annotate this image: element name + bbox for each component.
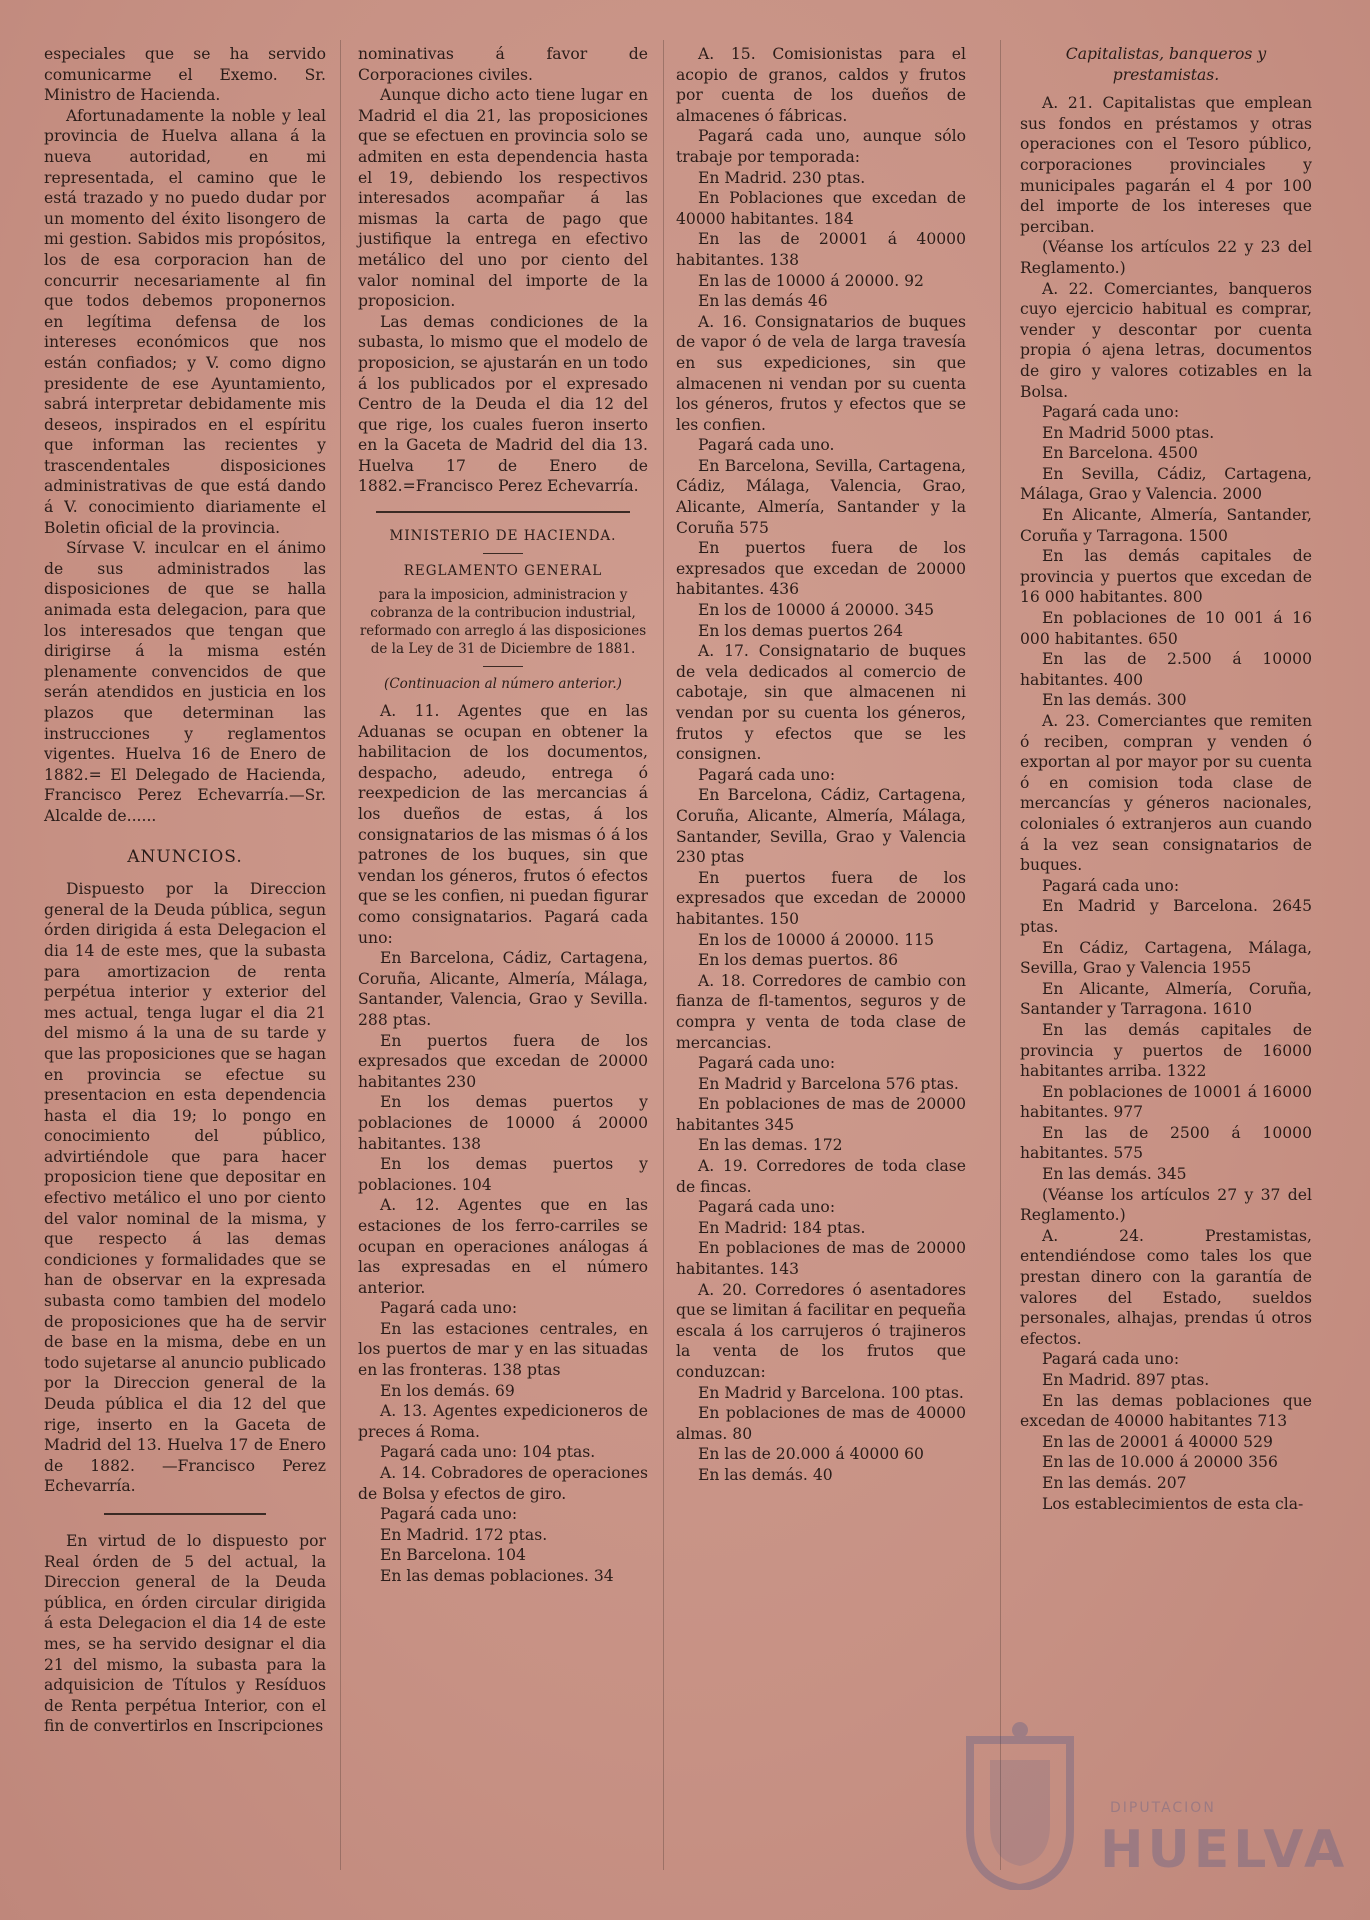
tariff-line: Pagará cada uno. [698,436,835,455]
article-paragraph: A. 15. Comisionistas para el acopio de granos, caldos y frutos por cuenta de los dueños de almacenes ó fábricas. [676,45,966,125]
ministry-heading: MINISTERIO DE HACIENDA. [389,528,617,545]
tariff-line: Pagará cada uno, aunque sólo trabaje por temporada: [676,127,966,166]
column-divider [663,40,664,1870]
tariff-line: Pagará cada uno: [698,1198,836,1217]
tariff-line: En las demás capitales de provincia y puertos de 16000 habitantes arriba. 1322 [1020,1020,1312,1081]
tariff-line: Pagará cada uno: [1042,403,1180,422]
paragraph: Sírvase V. inculcar en el ánimo de sus administrados las disposiciones de que se halla animada esta delegacion, para que los interesados que tengan que dirigirse á la misma estén plenamente convencidos de que serán atendidos en justicia en los plazos que determinan las instrucciones y reglamentos vigentes. Huelva 16 de Enero de 1882.= El Delegado de Hacienda, Francisco Perez Echevarría.—Sr. Alcalde de...... [44,539,326,825]
tariff-line: En Barcelona. 104 [380,1546,526,1565]
tariff-line: Pagará cada uno: [698,765,836,784]
shield-icon [960,1720,1080,1890]
section-heading-anuncios: ANUNCIOS. [127,846,243,867]
article-paragraph: A. 12. Agentes que en las estaciones de los ferro-carriles se ocupan en operaciones análogas á las expresadas en el número anterior. [358,1196,648,1297]
tariff-line: En Madrid y Barcelona. 2645 ptas. [1020,897,1312,936]
tariff-line: En Alicante, Almería, Coruña, Santander y Tarragona. 1610 [1020,979,1312,1019]
reglamento-title: REGLAMENTO GENERAL [403,563,603,580]
paragraph: Afortunadamente la noble y leal provincia de Huelva allana á la nueva autoridad, en mi representada, el camino que le está trazado y no puedo dudar por un momento del éxito lisongero de mi gestion. Sabidos mis propósitos, los de esa corporacion han de concurrir necesariamente al fin que todos debemos proponernos en legítima defensa de los intereses económicos que nos están confiados; y V. como digno presidente de ese Ayuntamiento, sabrá interpretar debidamente mis deseos, inspirados en el espíritu que informan las recientes y trascendentales disposiciones administrativas de que está dando á V. conocimiento diariamente el Boletin oficial de la provincia. [44,106,326,537]
tariff-line: En las de 2500 á 10000 habitantes. 575 [1020,1123,1312,1163]
tariff-line: En Cádiz, Cartagena, Málaga, Sevilla, Grao y Valencia 1955 [1020,938,1312,978]
paragraph: nominativas á favor de Corporaciones civiles. [358,45,648,84]
column-2 [358,44,648,1587]
tariff-line: En poblaciones de mas de 20000 habitantes. 143 [676,1239,966,1279]
tariff-line: En puertos fuera de los expresados que excedan de 20000 habitantes 230 [358,1031,648,1091]
tariff-line: En Madrid 5000 ptas. [1042,423,1215,442]
tariff-line: En los demas puertos. 86 [698,951,899,970]
tariff-line: Pagará cada uno: [698,1054,836,1073]
article-paragraph: A. 17. Consignatario de buques de vela dedicados al comercio de cabotaje, sin que almacenen ni vendan por su cuenta los géneros, frutos y efectos que se les consignen. [676,642,966,764]
separator-rule [104,1513,266,1515]
tariff-line: En Madrid y Barcelona 576 ptas. [698,1074,959,1093]
tariff-line: En las demás capitales de provincia y puertos que excedan de 16 000 habitantes. 800 [1020,547,1312,607]
tariff-line: En los de 10000 á 20000. 115 [698,930,934,949]
tariff-line: Pagará cada uno: [1042,1350,1180,1369]
tariff-line: En las de 10.000 á 20000 356 [1042,1453,1278,1472]
tariff-line: En Alicante, Almería, Santander, Coruña y Tarragona. 1500 [1020,506,1312,545]
tariff-line: En las demás. 345 [1042,1165,1187,1184]
tariff-line: En las de 10000 á 20000. 92 [698,271,924,290]
tariff-line: En las de 2.500 á 10000 habitantes. 400 [1020,650,1312,689]
announcement-paragraph: Dispuesto por la Direccion general de la Deuda pública, segun órden dirigida á esta Delegacion el dia 14 de este mes, que la subasta para amortizacion de renta perpétua interior y exterior del mes actual, tenga lugar el dia 21 del mismo á la una de su tarde y que las proposiciones que se hagan en provincia se efectue su presentacion en esta dependencia hasta el dia 19; lo pongo en conocimiento del público, advirtiéndole que para hacer proposicion tiene que depositar en efectivo metálico el uno por ciento del valor nominal de la misma, y que respecto á las demas condiciones y formalidades que se han de observar en la expresada subasta como tambien del modelo de proposiciones que ha de servir de base en la misma, debe en un todo sujetarse al anuncio publicado por la Direccion general de la Deuda pública el dia 12 del que rige, inserto en la Gaceta de Madrid del 13. Huelva 17 de Enero de 1882. —Francisco Perez Echevarría. [44,880,326,1496]
section-heading-capitalistas: Capitalistas, banqueros y prestamistas. [1065,45,1267,84]
tariff-line: En Madrid y Barcelona. 100 ptas. [698,1383,964,1402]
column-1 [44,44,326,1737]
tariff-line: En poblaciones de mas de 20000 habitantes 345 [676,1095,966,1134]
tariff-line: En las de 20.000 á 40000 60 [698,1445,924,1464]
tariff-line: En los de 10000 á 20000. 345 [698,601,934,620]
article-paragraph: A. 14. Cobradores de operaciones de Bolsa y efectos de giro. [358,1464,648,1503]
separator-dash [483,553,523,554]
tariff-line: En Barcelona, Cádiz, Cartagena, Coruña, Alicante, Almería, Málaga, Santander, Valencia, Grao y Sevilla. 288 ptas. [358,949,648,1029]
continuation-note: (Continuacion al número anterior.) [384,676,622,693]
announcement-paragraph: En virtud de lo dispuesto por Real órden de 5 del actual, la Direccion general de la Deuda pública, en órden circular dirigida á esta Delegacion el dia 14 de este mes, se ha servido designar el dia 21 del mismo, la subasta para la adquisicion de Títulos y Resíduos de Renta perpétua Interior, con el fin de convertirlos en Inscripciones [44,1531,326,1736]
tariff-line: En las demas. 172 [698,1136,843,1155]
tariff-line: Pagará cada uno: [1042,876,1180,895]
separator-dash [483,666,523,667]
article-paragraph: A. 13. Agentes expedicioneros de preces á Roma. [358,1402,648,1441]
paragraph: especiales que se ha servido comunicarme el Exemo. Sr. Ministro de Hacienda. [44,45,326,105]
tariff-line: En Madrid. 897 ptas. [1042,1371,1210,1389]
tariff-line: En puertos fuera de los expresados que excedan de 20000 habitantes. 436 [676,539,966,599]
article-paragraph: A. 16. Consignatarios de buques de vapor ó de vela de larga travesía en sus expediciones, sin que almacenen ni vendan por su cuenta los géneros, frutos y efectos que se les confien. [676,312,966,434]
article-paragraph: A. 19. Corredores de toda clase de fincas. [676,1157,966,1196]
tariff-line: En las demas poblaciones. 34 [380,1567,614,1585]
tariff-line: En las estaciones centrales, en los puertos de mar y en las situadas en las fronteras. 138 ptas [358,1319,648,1380]
tariff-line: En los demas puertos y poblaciones de 10000 á 20000 habitantes. 138 [358,1093,648,1153]
reglamento-subtitle: para la imposicion, administracion y cobranza de la contribucion industrial, reformado con arreglo á las disposiciones de la Ley de 31 de Diciembre de 1881. [359,587,647,658]
column-divider [340,40,341,1870]
tariff-line: En poblaciones de 10 001 á 16 000 habitantes. 650 [1020,609,1312,648]
watermark-small-text: DIPUTACION [1110,1800,1216,1816]
tariff-line: En los demas puertos 264 [698,621,904,640]
tariff-line: En puertos fuera de los expresados que excedan de 20000 habitantes. 150 [676,868,966,928]
tariff-line: En las de 20001 á 40000 habitantes. 138 [676,230,966,269]
article-paragraph: A. 24. Prestamistas, entendiéndose como tales los que prestan dinero con la garantía de valores del Estado, sueldos personales, alhajas, prendas ú otros efectos. [1020,1226,1312,1348]
column-4 [1020,44,1312,1514]
tariff-line: En los demás. 69 [380,1381,515,1400]
article-paragraph: A. 21. Capitalistas que emplean sus fondos en préstamos y otras operaciones con el Tesoro público, corporaciones provinciales y municipales pagarán el 4 por 100 del importe de los intereses que perciban. [1020,94,1312,236]
tariff-line: En Madrid: 184 ptas. [698,1218,866,1237]
tariff-line: En Barcelona, Cádiz, Cartagena, Coruña, Alicante, Almería, Málaga, Santander, Sevilla, Grao y Valencia 230 ptas [676,786,966,867]
tariff-line: En Poblaciones que excedan de 40000 habitantes. 184 [676,189,966,228]
paragraph: Las demas condiciones de la subasta, lo mismo que el modelo de proposicion, se ajustarán en un todo á los publicados por el expresado Centro de la Deuda el dia 12 del que rige, los cuales fueron inserto en la Gaceta de Madrid del dia 13. Huelva 17 de Enero de 1882.=Francisco Perez Echevarría. [358,312,648,496]
tariff-line: En las de 20001 á 40000 529 [1042,1432,1273,1451]
tariff-line: Pagará cada uno: [380,1299,518,1318]
tariff-line: En las demás 46 [698,292,828,311]
tariff-line: En poblaciones de mas de 40000 almas. 80 [676,1404,966,1443]
tariff-line: Pagará cada uno: [380,1505,518,1524]
tariff-line: En Barcelona. 4500 [1042,444,1198,463]
reference-note: (Véanse los artículos 27 y 37 del Reglamento.) [1020,1185,1312,1225]
article-paragraph: A. 20. Corredores ó asentadores que se limitan á facilitar en pequeña escala á los carrujeros ó trajineros la venta de los frutos que conduzcan: [676,1280,966,1381]
tariff-line: En las demás. 300 [1042,691,1187,710]
article-paragraph: A. 23. Comerciantes que remiten ó reciben, compran y venden ó exportan al por mayor por su cuenta ó en comision toda clase de mercancías y géneros nacionales, coloniales ó extranjeros aun cuando á la vez sean consignatarios de buques. [1020,712,1312,875]
tariff-line: En poblaciones de 10001 á 16000 habitantes. 977 [1020,1082,1312,1122]
watermark-text: HUELVA [1100,1820,1349,1880]
tariff-line: En Sevilla, Cádiz, Cartagena, Málaga, Grao y Valencia. 2000 [1020,464,1312,504]
tariff-line: En las demás. 40 [698,1465,833,1484]
paragraph: Aunque dicho acto tiene lugar en Madrid el dia 21, las proposiciones que se efectuen en provincia solo se admiten en esta dependencia hasta el 19, debiendo los respectivos interesados acompañar á las mismas la carta de pago que justifique la entrega en efectivo metálico del uno por ciento del valor nominal del importe de la proposicion. [358,86,648,311]
tariff-line: Pagará cada uno: 104 ptas. [380,1443,596,1462]
separator-rule [376,511,630,513]
archive-watermark-logo [960,1720,1349,1900]
reference-note: (Véanse los artículos 22 y 23 del Reglamento.) [1020,238,1312,277]
tariff-line: En las demás. 207 [1042,1473,1187,1492]
column-divider [1000,40,1001,1870]
column-3 [676,44,966,1486]
tariff-line: En Madrid. 230 ptas. [698,168,866,187]
tariff-line: En los demas puertos y poblaciones. 104 [358,1155,648,1194]
tariff-line: En las demas poblaciones que excedan de 40000 habitantes 713 [1020,1391,1312,1431]
article-paragraph: A. 22. Comerciantes, banqueros cuyo ejercicio habitual es comprar, vender y descontar por cuenta propia ó ajena letras, documentos de giro y valores cotizables en la Bolsa. [1020,279,1312,401]
article-paragraph: A. 18. Corredores de cambio con fianza de fl-tamentos, seguros y de compra y venta de toda clase de mercancias. [676,971,966,1052]
article-paragraph: A. 11. Agentes que en las Aduanas se ocupan en obtener la habilitacion de los documentos, despacho, adeudo, entrega ó reexpedicion de las mercancias á los dueños de estas, á los consignatarios de las mismas ó á los patrones de los buques, sin que vendan los géneros, frutos ó efectos que se les confien, ni puedan figurar como consignatarios. Pagará cada uno: [358,702,648,947]
tariff-line: Los establecimientos de esta cla- [1042,1494,1304,1513]
tariff-line: En Madrid. 172 ptas. [380,1525,548,1544]
tariff-line: En Barcelona, Sevilla, Cartagena, Cádiz, Málaga, Valencia, Grao, Alicante, Almería, Santander y la Coruña 575 [676,456,966,537]
